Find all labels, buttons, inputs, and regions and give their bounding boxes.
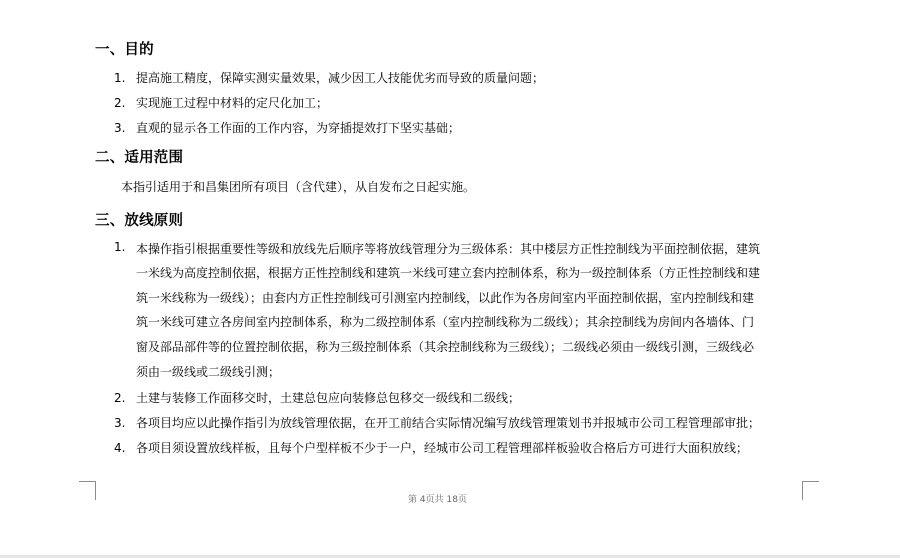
list-number: 1. (114, 71, 126, 85)
paragraph-line: 筑一米线可建立各房间室内控制体系，称为二级控制体系（室内控制线称为二级线）；其余控制线为房间内各墙体、门 (136, 315, 755, 329)
list-text: 各项目须设置放线样板，且每个户型样板不少于一户，经城市公司工程管理部样板验收合格后方可进行大面积放线； (136, 441, 749, 455)
page-number-footer: 第 4页共 18页 (408, 495, 467, 505)
list-item (114, 94, 328, 111)
list-number: 1. (114, 240, 126, 254)
paragraph-line: 一米线为高度控制依据，根据方正性控制线和建筑一米线可建立套内控制体系，称为一级控制体系（方正性控制线和建 (136, 266, 761, 280)
scope-paragraph: 本指引适用于和昌集团所有项目（含代建），从自发布之日起实施。 (121, 180, 476, 194)
section-heading-principles: 三、放线原则 (95, 213, 184, 229)
paragraph-line: 筑一米线称为一级线）；由套内方正性控制线可引测室内控制线，以此作为各房间室内平面控制依据，室内控制线和建 (136, 291, 755, 305)
paragraph-line: 本操作指引根据重要性等级和放线先后顺序等将放线管理分为三级体系：其中楼层方正性控制线为平面控制依据，建筑 (136, 242, 761, 256)
section-heading-scope: 二、适用范围 (95, 150, 184, 166)
list-text: 各项目均应以此操作指引为放线管理依据，在开工前结合实际情况编写放线管理策划书并报城市公司工程管理部审批； (136, 416, 761, 430)
list-number: 3. (114, 416, 126, 430)
list-text: 提高施工精度，保障实测实量效果，减少因工人技能优劣而导致的质量问题； (136, 71, 545, 85)
list-number: 2. (114, 96, 126, 110)
list-text: 土建与装修工作面移交时，土建总包应向装修总包移交一级线和二级线； (136, 391, 521, 405)
list-item (114, 414, 760, 431)
list-number: 2. (114, 391, 126, 405)
list-item (114, 119, 460, 136)
section-heading-purpose: 一、目的 (95, 42, 154, 58)
list-number: 3. (114, 121, 126, 135)
list-item (114, 69, 544, 86)
list-item (114, 439, 748, 456)
list-number: 4. (114, 441, 126, 455)
paragraph-line: 窗及部品部件等的位置控制依据，称为三级控制体系（其余控制线称为三级线）；二级线必须由一级线引测，三级线必 (136, 340, 755, 354)
list-text: 直观的显示各工作面的工作内容，为穿插提效打下坚实基础； (136, 121, 461, 135)
paragraph-line: 须由一级线或二级线引测； (136, 365, 281, 379)
list-text: 实现施工过程中材料的定尺化加工； (136, 96, 329, 110)
list-item (114, 389, 520, 406)
